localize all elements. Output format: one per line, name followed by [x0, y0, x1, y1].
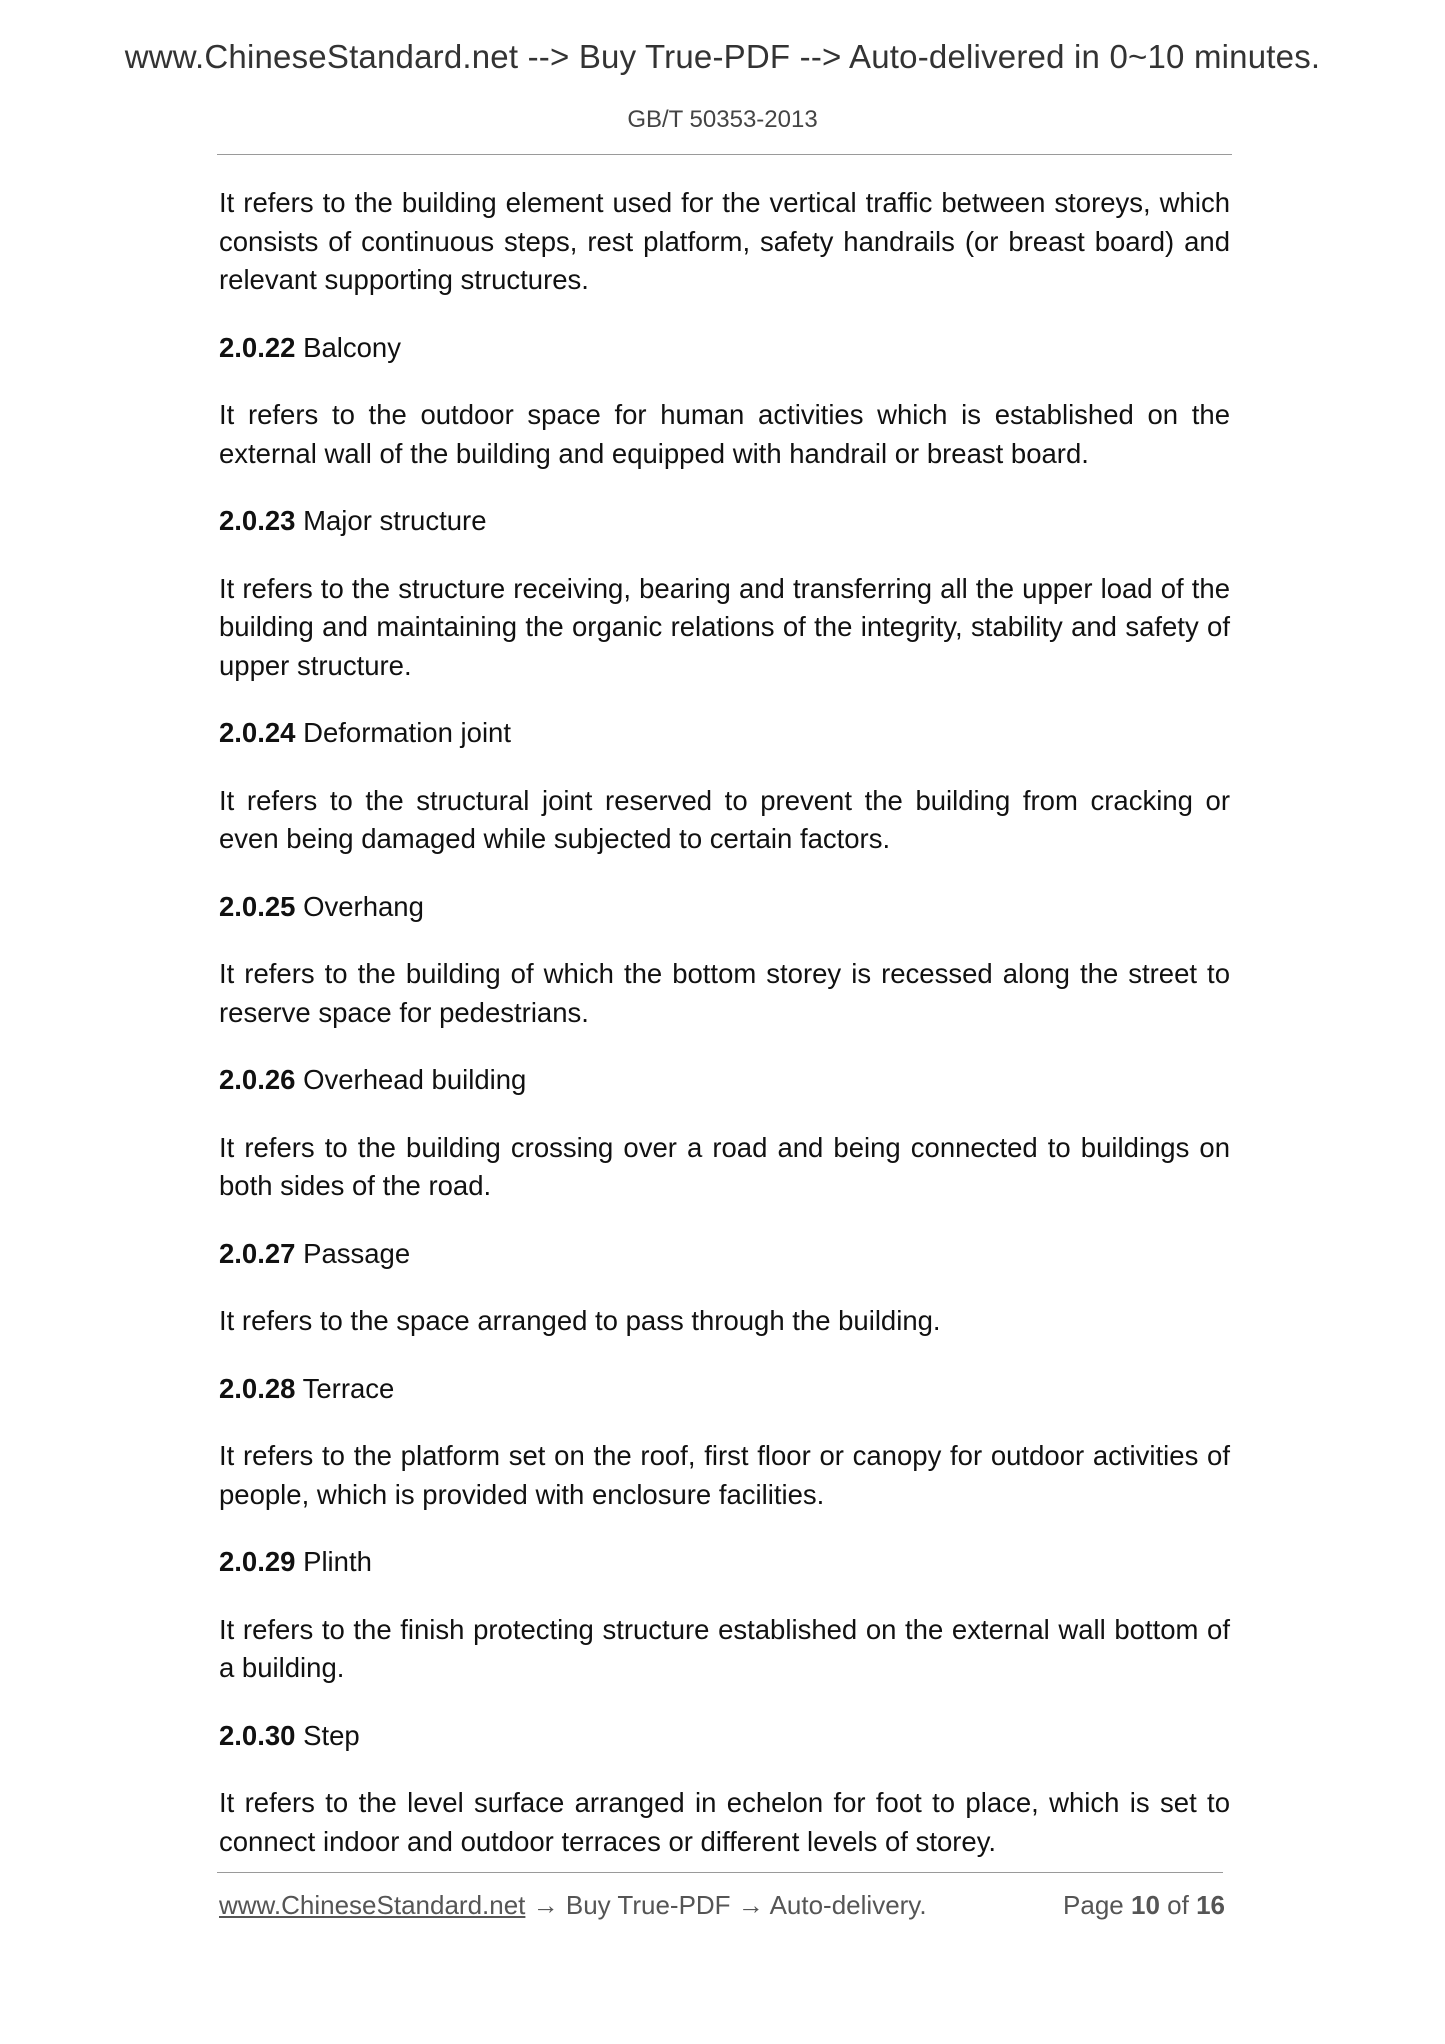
page-current: 10	[1131, 1890, 1160, 1920]
term-name: Overhang	[303, 890, 424, 922]
term-number: 2.0.23	[219, 505, 296, 536]
term-name: Major structure	[303, 505, 487, 536]
term-name: Deformation joint	[303, 717, 511, 748]
term-heading-2-0-22	[219, 329, 1230, 368]
page-of-label: of	[1167, 1890, 1189, 1920]
term-number: 2.0.27	[219, 1237, 296, 1269]
term-definition: It refers to the space arranged to pass through the building.	[219, 1305, 941, 1336]
term-definition: It refers to the structural joint reserved to prevent the building from cracking or even being damaged while subjected to certain factors.	[219, 784, 1230, 854]
term-name: Step	[303, 1719, 360, 1751]
term-heading-2-0-26	[219, 1061, 1230, 1100]
header-divider	[217, 154, 1232, 155]
term-name: Overhead building	[303, 1064, 527, 1095]
term-definition: It refers to the platform set on the roof, first floor or canopy for outdoor activities of people, which is provided with enclosure facilities.	[219, 1440, 1230, 1510]
term-definition: It refers to the building of which the bottom storey is recessed along the street to reserve space for pedestrians.	[219, 958, 1230, 1028]
term-name: Plinth	[303, 1546, 372, 1577]
footer-promo-text: → Buy True-PDF → Auto-delivery.	[525, 1890, 927, 1920]
term-definition: It refers to the structure receiving, bearing and transferring all the upper load of the building and maintaining the organic relations of the integrity, stability and safety of upper structure.	[219, 572, 1230, 681]
term-number: 2.0.26	[219, 1064, 296, 1095]
term-number: 2.0.28	[219, 1372, 296, 1404]
term-number: 2.0.30	[219, 1719, 296, 1751]
term-heading-2-0-30	[219, 1717, 1230, 1756]
footer-promo	[219, 1890, 927, 1921]
term-name: Passage	[303, 1237, 411, 1269]
term-heading-2-0-28	[219, 1370, 1230, 1409]
page-indicator	[1063, 1890, 1225, 1921]
intro-paragraph: It refers to the building element used for the vertical traffic between storeys, which consists of continuous steps, rest platform, safety handrails (or breast board) and relevant supporting structures.	[219, 187, 1230, 295]
page-total: 16	[1196, 1890, 1225, 1920]
term-number: 2.0.24	[219, 717, 296, 748]
footer-site-link[interactable]: www.ChineseStandard.net	[219, 1890, 526, 1920]
term-definition: It refers to the outdoor space for human activities which is established on the external wall of the building and equipped with handrail or breast board.	[219, 399, 1230, 469]
term-heading-2-0-27	[219, 1235, 1230, 1274]
term-name: Balcony	[303, 331, 401, 363]
page-content	[219, 184, 1230, 1890]
page-label: Page	[1063, 1890, 1124, 1920]
term-number: 2.0.29	[219, 1546, 296, 1577]
term-definition: It refers to the finish protecting structure established on the external wall bottom of a building.	[219, 1613, 1230, 1683]
term-heading-2-0-29	[219, 1543, 1230, 1582]
top-banner: www.ChineseStandard.net --> Buy True-PDF --> Auto-delivered in 0~10 minutes.	[124, 38, 1321, 75]
document-code: GB/T 50353-2013	[627, 106, 818, 133]
term-number: 2.0.25	[219, 890, 296, 922]
term-definition: It refers to the building crossing over a road and being connected to buildings on both sides of the road.	[219, 1131, 1230, 1201]
term-number: 2.0.22	[219, 331, 296, 363]
term-definition: It refers to the level surface arranged in echelon for foot to place, which is set to connect indoor and outdoor terraces or different levels of storey.	[219, 1787, 1230, 1857]
term-heading-2-0-24	[219, 714, 1230, 753]
term-name: Terrace	[302, 1372, 395, 1404]
term-heading-2-0-25	[219, 888, 1230, 927]
footer-divider	[217, 1872, 1223, 1873]
term-heading-2-0-23	[219, 502, 1230, 541]
